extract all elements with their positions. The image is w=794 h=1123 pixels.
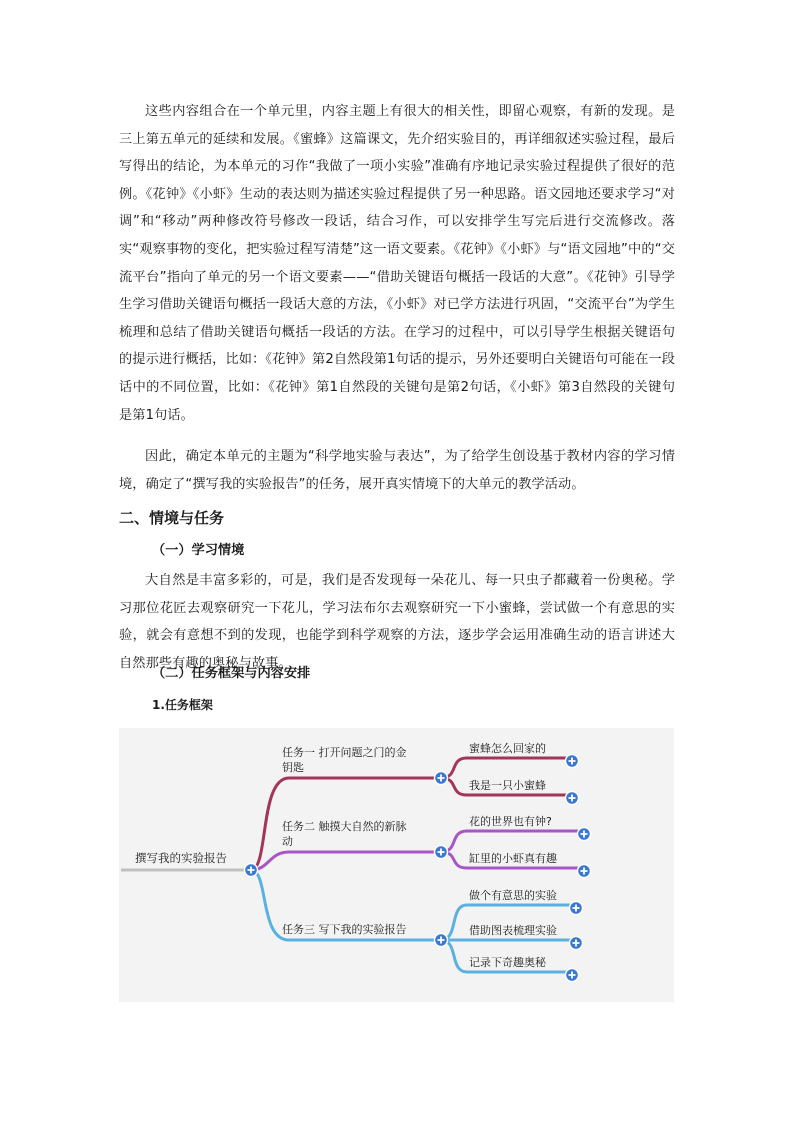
task3-label: 任务三 写下我的实验报告 — [282, 923, 407, 936]
task-mindmap — [119, 728, 674, 1002]
plus-icon[interactable] — [435, 846, 448, 859]
plus-icon[interactable] — [570, 902, 583, 915]
task-framework-label: 1.任务框架 — [152, 698, 213, 712]
subheading-task-framework: （二）任务框架与内容安排 — [152, 666, 311, 681]
plus-icon[interactable] — [245, 864, 258, 877]
root-node-label: 撰写我的实验报告 — [135, 851, 227, 865]
branch-task1-child1 — [441, 758, 571, 778]
task2-child2-label: 缸里的小虾真有趣 — [469, 852, 557, 865]
task2-child1-label: 花的世界也有钟? — [469, 815, 552, 828]
plus-icon[interactable] — [570, 937, 583, 950]
branch-task2 — [251, 852, 441, 870]
plus-icon[interactable] — [435, 934, 448, 947]
task1-label-line2: 钥匙 — [282, 761, 304, 774]
task2-label-line1: 任务二 触摸大自然的新脉 — [282, 820, 407, 833]
plus-icon[interactable] — [566, 969, 579, 982]
task1-child2-label: 我是一只小蜜蜂 — [469, 779, 546, 792]
mindmap-svg — [119, 728, 674, 1002]
task3-child3-label: 记录下奇趣奥秘 — [469, 956, 546, 969]
task2-label-line2: 动 — [282, 835, 293, 848]
branch-task2-child1 — [441, 831, 583, 852]
plus-icon[interactable] — [566, 755, 579, 768]
task1-label-line1: 任务一 打开问题之门的金 — [282, 746, 407, 759]
subheading-learning-context: （一）学习情境 — [152, 543, 245, 558]
task1-child1-label: 蜜蜂怎么回家的 — [469, 742, 546, 755]
task3-child2-label: 借助图表梳理实验 — [469, 924, 557, 937]
plus-icon[interactable] — [578, 828, 591, 841]
plus-icon[interactable] — [578, 865, 591, 878]
context-paragraph: 大自然是丰富多彩的，可是，我们是否发现每一朵花儿、每一只虫子都藏着一份奥秘。学习那位花匠去观察研究一下花儿，学习法布尔去观察研究一下小蜜蜂，尝试做一个有意思的实验，就会有意想不到的发现，也能学到科学观察的方法，逐步学会运用准确生动的语言讲述大自然那些有趣的奥秘与故事。 — [119, 573, 675, 671]
task3-child1-label: 做个有意思的实验 — [469, 889, 557, 902]
plus-icon[interactable] — [435, 772, 448, 785]
section-heading-context-task: 二、情境与任务 — [119, 509, 225, 527]
theme-paragraph: 因此，确定本单元的主题为“科学地实验与表达”，为了给学生创设基于教材内容的学习情境，确定了“撰写我的实验报告”的任务，展开真实情境下的大单元的教学活动。 — [119, 449, 675, 492]
intro-paragraph: 这些内容组合在一个单元里，内容主题上有很大的相关性，即留心观察，有新的发现。是三上第五单元的延续和发展。《蜜蜂》这篇课文，先介绍实验目的，再详细叙述实验过程，最后写得出的结论，为本单元的习作“我做了一项小实验”准确有序地记录实验过程提供了很好的范例。《花钟》《小虾》生动的表达则为描述实验过程提供了另一种思路。语文园地还要求学习“对调”和“移动”两种修改符号修改一段话，结合习作，可以安排学生写完后进行交流修改。落实“观察事物的变化，把实验过程写清楚”这一语文要素。《花钟》《小虾》与“语文园地”中的“交流平台”指向了单元的另一个语文要素——“借助关键语句概括一段话的大意”。《花钟》引导学生学习借助关键语句概括一段话大意的方法，《小虾》对已学方法进行巩固，“交流平台”为学生梳理和总结了借助关键语句概括一段话的方法。在学习的过程中，可以引导学生根据关键语句的提示进行概括，比如：《花钟》第2自然段第1句话的提示，另外还要明白关键语句可能在一段话中的不同位置，比如：《花钟》第1自然段的关键句是第2句话，《小虾》第3自然段的关键句是第1句话。 — [119, 104, 675, 423]
plus-icon[interactable] — [566, 792, 579, 805]
